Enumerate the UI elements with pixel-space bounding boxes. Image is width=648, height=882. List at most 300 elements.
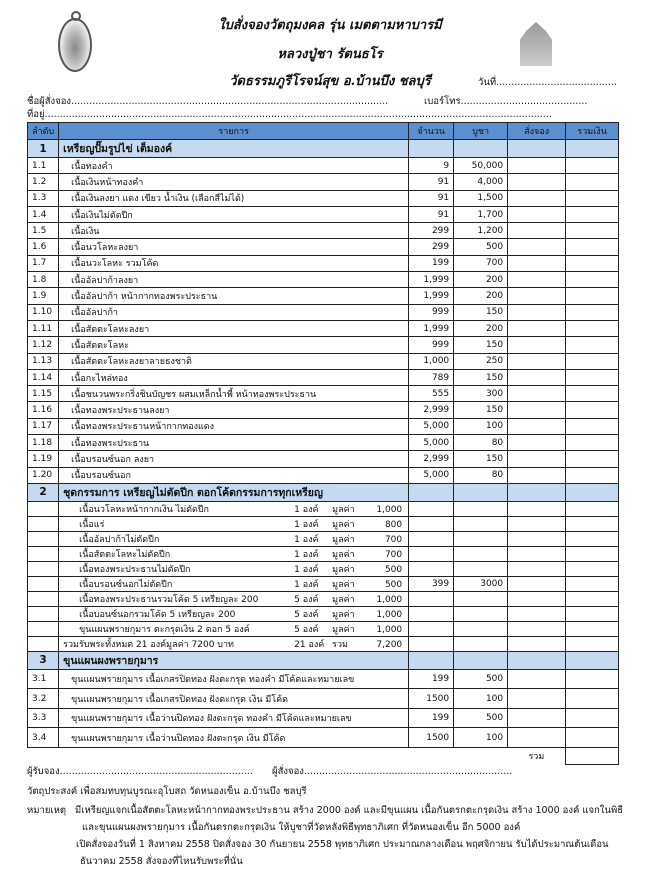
item-price: 150	[454, 402, 508, 418]
item-price: 200	[454, 272, 508, 288]
item-quantity: 91	[409, 174, 454, 190]
item-quantity: 789	[409, 369, 454, 385]
total-cell	[566, 576, 619, 591]
item-number	[28, 591, 59, 606]
item-price	[454, 546, 508, 561]
order-input[interactable]	[508, 190, 566, 206]
item-number	[28, 501, 59, 516]
item-name: เนื้อสัตตะโลหะลงยาลายธงชาติ	[59, 353, 409, 369]
item-price	[454, 531, 508, 546]
item-number: 1.20	[28, 467, 59, 483]
item-name: ขุนแผนพรายกุมาร เนื้อเกสรปิดทอง ฝังตะกรุด เงิน มีโค้ด	[59, 689, 409, 709]
item-quantity: 5,000	[409, 467, 454, 483]
set-item-value: 1,000	[376, 504, 403, 515]
table-row	[28, 239, 619, 255]
item-quantity: 555	[409, 386, 454, 402]
set-item-value: 1,000	[376, 624, 403, 635]
set-item-value: 800	[384, 519, 403, 530]
order-input[interactable]	[508, 272, 566, 288]
set-item-value-label: มูลค่า	[332, 504, 355, 515]
item-name: เนื้อนวโลหะลงยา	[59, 239, 409, 255]
order-input[interactable]	[508, 516, 566, 531]
order-input[interactable]	[508, 386, 566, 402]
item-price: 500	[454, 708, 508, 728]
table-row	[28, 174, 619, 190]
item-price: 150	[454, 451, 508, 467]
item-price: 250	[454, 353, 508, 369]
header-col-qty: จำนวน	[409, 123, 454, 140]
note-line-3: เปิดสั่งจองวันที่ 1 สิงหาคม 2558 ปิดสั่งจอง 30 กันยายน 2558 พุทธาภิเศก ประมาณกลางเดือน พฤศจิกายน รับได้ประมาณต้นเดือน	[76, 839, 609, 850]
set-item-value-label: มูลค่า	[332, 519, 355, 530]
total-cell	[566, 606, 619, 621]
item-name	[59, 501, 409, 516]
set-item-name: เนื้อสัตตะโลหะไม่ตัดปีก	[79, 549, 171, 560]
monk-name: หลวงปู่ชา รัตนธโร	[277, 47, 383, 62]
order-input[interactable]	[508, 708, 566, 728]
item-number: 3.1	[28, 669, 59, 689]
blank	[59, 747, 409, 765]
grand-total-value	[566, 747, 619, 765]
item-number: 1.4	[28, 206, 59, 222]
item-number	[28, 606, 59, 621]
set-item-count: 1 องค์	[294, 504, 319, 515]
note-line-2: และขุนแผนผงพรายกุมาร เนื้อกันตรกตะกรุดเงิน ให้บูชาที่วัดหลังพิธีพุทธาภิเศก ที่วัดหนองเข็น อีก 5000 องค์	[82, 822, 521, 833]
item-price: 1,200	[454, 223, 508, 239]
total-cell	[566, 728, 619, 748]
item-quantity: 2,999	[409, 451, 454, 467]
table-row	[28, 255, 619, 271]
item-quantity: 5,000	[409, 418, 454, 434]
item-price	[454, 516, 508, 531]
item-price: 150	[454, 369, 508, 385]
total-cell	[566, 206, 619, 222]
table-row	[28, 621, 619, 636]
table-row	[28, 546, 619, 561]
item-price: 4,000	[454, 174, 508, 190]
item-number	[28, 621, 59, 636]
item-name: เนื้อบรอนซ์นอก	[59, 467, 409, 483]
order-input[interactable]	[508, 288, 566, 304]
order-input[interactable]	[508, 467, 566, 483]
table-row	[28, 591, 619, 606]
order-input[interactable]	[508, 304, 566, 320]
item-name	[59, 546, 409, 561]
table-row	[28, 320, 619, 336]
set-item-count: 5 องค์	[294, 609, 319, 620]
section-title: ชุดกรรมการ เหรียญไม่ตัดปีก ตอกโค้ดกรรมการทุกเหรียญ	[59, 483, 409, 501]
order-input[interactable]	[508, 669, 566, 689]
set-item-value-label: มูลค่า	[332, 549, 355, 560]
set-item-count: 5 องค์	[294, 594, 319, 605]
total-cell	[566, 304, 619, 320]
order-input[interactable]	[508, 621, 566, 636]
item-name: เนื้อทองคำ	[59, 158, 409, 174]
section-number: 3	[28, 651, 59, 669]
item-quantity	[409, 591, 454, 606]
set-item-name: เนื้อทองพระประธานไม่ตัดปีก	[79, 564, 191, 575]
item-number: 1.12	[28, 337, 59, 353]
item-quantity	[409, 501, 454, 516]
empty-cell	[454, 651, 508, 669]
total-cell	[566, 174, 619, 190]
total-cell	[566, 435, 619, 451]
empty-cell	[566, 483, 619, 501]
empty-cell	[508, 636, 566, 651]
order-input[interactable]	[508, 158, 566, 174]
set-item-value: 700	[384, 534, 403, 545]
order-input[interactable]	[508, 337, 566, 353]
item-number: 1.3	[28, 190, 59, 206]
table-row	[28, 369, 619, 385]
set-item-value: 1,000	[376, 594, 403, 605]
order-input[interactable]	[508, 320, 566, 336]
item-quantity: 199	[409, 708, 454, 728]
item-price: 150	[454, 304, 508, 320]
item-price	[454, 621, 508, 636]
empty-cell	[409, 483, 454, 501]
item-number: 1.11	[28, 320, 59, 336]
total-cell	[566, 288, 619, 304]
table-row	[28, 304, 619, 320]
item-price	[454, 561, 508, 576]
table-row	[28, 158, 619, 174]
table-row	[28, 516, 619, 531]
set-item-value: 1,000	[376, 609, 403, 620]
item-quantity: 2,999	[409, 402, 454, 418]
item-name: เนื้อชนวนพระกริ่งชินบัญชร ผสมเหล็กน้ำพี้ หน้าทองพระประธาน	[59, 386, 409, 402]
table-row	[28, 451, 619, 467]
section-row	[28, 483, 619, 501]
total-cell	[566, 239, 619, 255]
item-quantity: 999	[409, 337, 454, 353]
grand-total-label: รวม	[528, 752, 545, 763]
grand-total-row	[28, 747, 619, 765]
set-item-name: เนื้ออัลปาก้าไม่ตัดปีก	[79, 534, 160, 545]
empty-cell	[566, 140, 619, 158]
set-item-value-label: มูลค่า	[332, 534, 355, 545]
item-quantity: 299	[409, 239, 454, 255]
total-cell	[566, 451, 619, 467]
item-name: เนื้ออัลปาก้า	[59, 304, 409, 320]
table-row	[28, 576, 619, 591]
order-input[interactable]	[508, 451, 566, 467]
item-quantity: 9	[409, 158, 454, 174]
empty-cell	[454, 483, 508, 501]
item-name: ขุนแผนพรายกุมาร เนื้อเกสรปิดทอง ฝังตะกรุด ทองคำ มีโค้ดและหมายเลข	[59, 669, 409, 689]
empty-cell	[409, 651, 454, 669]
temple-name: วัดธรรมภูรีโรจน์สุข อ.บ้านบึง ชลบุรี	[229, 74, 431, 89]
order-input[interactable]	[508, 561, 566, 576]
item-price: 50,000	[454, 158, 508, 174]
item-number	[28, 636, 59, 651]
table-row	[28, 606, 619, 621]
monk-medal-logo	[58, 18, 92, 72]
item-quantity: 299	[409, 223, 454, 239]
set-item-count: 5 องค์	[294, 624, 319, 635]
summary-word: รวม	[332, 639, 348, 650]
item-name: เนื้อทองพระประธานหน้ากากทองแดง	[59, 418, 409, 434]
empty-cell	[409, 140, 454, 158]
section-number: 2	[28, 483, 59, 501]
total-cell	[566, 621, 619, 636]
item-name: เนื้อสัตตะโลหะลงยา	[59, 320, 409, 336]
address-field[interactable]: ที่อยู่........................................................................................................................................................................	[27, 109, 552, 120]
item-number: 1.18	[28, 435, 59, 451]
set-item-name: เนื้อนวโลหะหน้ากากเงิน ไม่ตัดปีก	[79, 504, 209, 515]
total-cell	[566, 531, 619, 546]
empty-cell	[566, 636, 619, 651]
empty-cell	[409, 636, 454, 651]
set-item-count: 1 องค์	[294, 549, 319, 560]
item-price: 200	[454, 320, 508, 336]
summary-label: รวมรับพระทั้งหมด 21 องค์มูลค่า 7200 บาท	[63, 639, 234, 650]
set-item-name: เนื้อบอนซ์นอกรวมโค้ด 5 เหรียญละ 200	[79, 609, 236, 620]
item-quantity: 199	[409, 669, 454, 689]
item-name: เนื้ออัลปาก้า หน้ากากทองพระประธาน	[59, 288, 409, 304]
item-name: เนื้อเงินลงยา แดง เขียว น้ำเงิน (เลือกสีไม่ได้)	[59, 190, 409, 206]
item-name: เนื้อทองพระประธาน	[59, 435, 409, 451]
item-price: 700	[454, 255, 508, 271]
order-input[interactable]	[508, 591, 566, 606]
item-quantity: 1,999	[409, 320, 454, 336]
item-name	[59, 576, 409, 591]
item-quantity: 199	[409, 255, 454, 271]
item-quantity	[409, 606, 454, 621]
item-price	[454, 606, 508, 621]
header-col-price: บูชา	[454, 123, 508, 140]
item-quantity: 5,000	[409, 435, 454, 451]
item-quantity	[409, 546, 454, 561]
total-cell	[566, 353, 619, 369]
order-input[interactable]	[508, 239, 566, 255]
set-item-value-label: มูลค่า	[332, 594, 355, 605]
item-name	[59, 531, 409, 546]
table-row	[28, 501, 619, 516]
total-cell	[566, 402, 619, 418]
item-number	[28, 531, 59, 546]
item-name	[59, 561, 409, 576]
order-input[interactable]	[508, 174, 566, 190]
table-row	[28, 435, 619, 451]
order-input[interactable]	[508, 689, 566, 709]
set-item-name: เนื้อแร่	[79, 519, 105, 530]
date-field[interactable]: วันที่........................................	[478, 77, 617, 88]
set-item-count: 1 องค์	[294, 519, 319, 530]
order-input[interactable]	[508, 418, 566, 434]
table-row	[28, 386, 619, 402]
total-cell	[566, 190, 619, 206]
total-cell	[566, 386, 619, 402]
item-name: ขุนแผนพรายกุมาร เนื้อว่านปิดทอง ฝังตะกรุด เงิน มีโค้ด	[59, 728, 409, 748]
order-input[interactable]	[508, 206, 566, 222]
item-number	[28, 576, 59, 591]
table-row	[28, 689, 619, 709]
total-cell	[566, 546, 619, 561]
order-input[interactable]	[508, 353, 566, 369]
table-row	[28, 337, 619, 353]
orderer-name-field[interactable]: ชื่อผู้สั่งจอง.........................................................................................................	[27, 96, 389, 107]
order-input[interactable]	[508, 223, 566, 239]
total-cell	[566, 467, 619, 483]
order-input[interactable]	[508, 546, 566, 561]
item-price: 500	[454, 669, 508, 689]
total-cell	[566, 689, 619, 709]
empty-cell	[508, 140, 566, 158]
blank	[454, 747, 508, 765]
phone-field[interactable]: เบอร์โทร..........................................	[424, 96, 588, 107]
item-number	[28, 516, 59, 531]
note-label: หมายเหตุ	[27, 805, 67, 816]
item-number: 1.9	[28, 288, 59, 304]
item-name: เนื้อนวะโลหะ รวมโค้ด	[59, 255, 409, 271]
order-input[interactable]	[508, 369, 566, 385]
item-price: 100	[454, 728, 508, 748]
empty-cell	[508, 483, 566, 501]
temple-emblem-logo	[520, 22, 552, 66]
item-number: 1.8	[28, 272, 59, 288]
table-row	[28, 402, 619, 418]
orderer-signature[interactable]: ผู้สั่งจอง.....................................................................	[272, 766, 513, 777]
total-cell	[566, 320, 619, 336]
set-item-value-label: มูลค่า	[332, 624, 355, 635]
item-name	[59, 591, 409, 606]
item-number: 3.4	[28, 728, 59, 748]
item-number: 1.15	[28, 386, 59, 402]
item-price: 1,700	[454, 206, 508, 222]
total-cell	[566, 223, 619, 239]
item-quantity: 1500	[409, 728, 454, 748]
item-quantity	[409, 621, 454, 636]
table-row	[28, 288, 619, 304]
item-price: 300	[454, 386, 508, 402]
set-item-value: 500	[384, 579, 403, 590]
receiver-signature[interactable]: ผู้รับจอง................................................................	[27, 766, 253, 777]
item-number: 1.6	[28, 239, 59, 255]
set-item-name: เนื้อบรอนซ์นอกไม่ตัดปีก	[79, 579, 173, 590]
table-row	[28, 223, 619, 239]
table-row	[28, 190, 619, 206]
purpose-text: วัตถุประสงค์ เพื่อสมทบทุนบูรณะอุโบสถ วัดหนองเข็น อ.บ้านบึง ชลบุรี	[27, 786, 307, 797]
section-title: ขุนแผนผงพรายกุมาร	[59, 651, 409, 669]
summary-row	[28, 636, 619, 651]
total-cell	[566, 591, 619, 606]
item-quantity: 1,999	[409, 272, 454, 288]
summary-text	[59, 636, 409, 651]
table-row	[28, 418, 619, 434]
item-quantity	[409, 531, 454, 546]
item-name: เนื้อทองพระประธานลงยา	[59, 402, 409, 418]
item-name	[59, 621, 409, 636]
item-price: 100	[454, 689, 508, 709]
order-input[interactable]	[508, 576, 566, 591]
set-item-count: 1 องค์	[294, 534, 319, 545]
item-number	[28, 546, 59, 561]
set-item-value: 700	[384, 549, 403, 560]
form-title: ใบสั่งจองวัตถุมงคล รุ่น เมตตามหาบารมี	[218, 18, 442, 33]
item-price: 500	[454, 239, 508, 255]
summary-count: 21 องค์	[294, 639, 325, 650]
item-number: 1.1	[28, 158, 59, 174]
item-number: 3.2	[28, 689, 59, 709]
order-input[interactable]	[508, 402, 566, 418]
item-number: 3.3	[28, 708, 59, 728]
section-number: 1	[28, 140, 59, 158]
item-quantity	[409, 561, 454, 576]
total-cell	[566, 501, 619, 516]
table-row	[28, 669, 619, 689]
table-row	[28, 531, 619, 546]
item-name: เนื้อเงินหน้าทองคำ	[59, 174, 409, 190]
order-input[interactable]	[508, 606, 566, 621]
item-name: เนื้อสัตตะโลหะ	[59, 337, 409, 353]
item-number: 1.10	[28, 304, 59, 320]
item-number: 1.17	[28, 418, 59, 434]
total-cell	[566, 418, 619, 434]
blank	[28, 747, 59, 765]
set-item-value-label: มูลค่า	[332, 609, 355, 620]
set-item-count: 1 องค์	[294, 564, 319, 575]
item-number: 1.19	[28, 451, 59, 467]
item-name: ขุนแผนพรายกุมาร เนื้อว่านปิดทอง ฝังตะกรุด ทองคำ มีโค้ดและหมายเลข	[59, 708, 409, 728]
empty-cell	[454, 636, 508, 651]
item-quantity: 1,999	[409, 288, 454, 304]
item-price: 3000	[454, 576, 508, 591]
item-name: เนื้อบรอนซ์นอก ลงยา	[59, 451, 409, 467]
header-col-no: ลำดับ	[28, 123, 59, 140]
section-row	[28, 651, 619, 669]
order-input[interactable]	[508, 255, 566, 271]
item-name: เนื้อเงินไม่ตัดปีก	[59, 206, 409, 222]
total-cell	[566, 708, 619, 728]
set-item-value-label: มูลค่า	[332, 564, 355, 575]
order-input[interactable]	[508, 531, 566, 546]
section-title: เหรียญปั๊มรูปไข่ เต็มองค์	[59, 140, 409, 158]
total-cell	[566, 255, 619, 271]
item-name	[59, 606, 409, 621]
item-price: 80	[454, 467, 508, 483]
item-price: 200	[454, 288, 508, 304]
set-item-value-label: มูลค่า	[332, 579, 355, 590]
table-row	[28, 561, 619, 576]
set-item-value: 500	[384, 564, 403, 575]
summary-value: 7,200	[376, 639, 403, 650]
item-number: 1.5	[28, 223, 59, 239]
order-input[interactable]	[508, 728, 566, 748]
table-row	[28, 467, 619, 483]
total-cell	[566, 272, 619, 288]
item-number: 1.7	[28, 255, 59, 271]
set-item-count: 1 องค์	[294, 579, 319, 590]
table-row	[28, 206, 619, 222]
order-input[interactable]	[508, 435, 566, 451]
note-line-1: มีเหรียญแจกเนื้อสัตตะโลหะหน้ากากทองพระประธาน สร้าง 2000 องค์ และมีขุนแผน เนื้อกันตรกตะกรุดเงิน สร้าง 1000 องค์ แจกในพิธี	[75, 805, 624, 816]
item-price: 80	[454, 435, 508, 451]
item-price: 1,500	[454, 190, 508, 206]
header-col-total: รวมเงิน	[566, 123, 619, 140]
item-number: 1.2	[28, 174, 59, 190]
order-table	[27, 122, 619, 765]
item-quantity: 399	[409, 576, 454, 591]
order-input[interactable]	[508, 501, 566, 516]
table-row	[28, 708, 619, 728]
blank	[409, 747, 454, 765]
item-name: เนื้อเงิน	[59, 223, 409, 239]
item-price	[454, 591, 508, 606]
header-col-item: รายการ	[59, 123, 409, 140]
total-cell	[566, 516, 619, 531]
item-price	[454, 501, 508, 516]
item-name	[59, 516, 409, 531]
